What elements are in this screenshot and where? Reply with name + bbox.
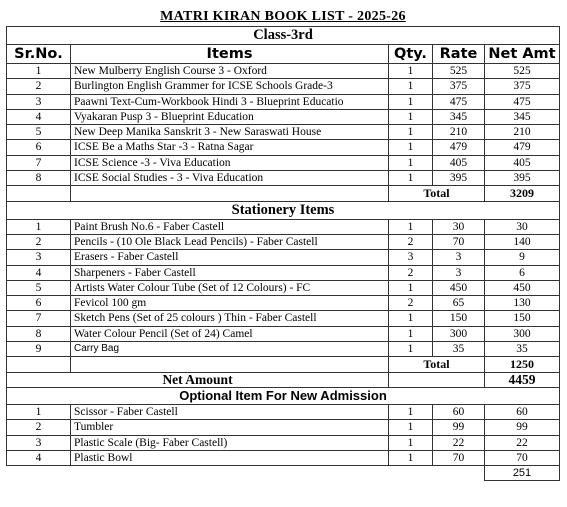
class-label: Class-3rd [7,27,560,45]
book-row-rate: 525 [433,64,485,79]
stationery-row-net: 140 [485,234,560,249]
book-row [7,171,560,186]
stationery-row [7,342,560,357]
stationery-row [7,265,560,280]
book-row-net: 375 [485,79,560,94]
book-row-net: 405 [485,155,560,170]
book-row-sr: 2 [7,79,71,94]
book-row-item: ICSE Social Studies - 3 - Viva Education [71,171,389,186]
table-header-row [7,45,560,64]
stationery-row-net: 300 [485,326,560,341]
stationery-row-sr: 1 [7,219,71,234]
books-total-value: 3209 [485,186,560,201]
stationery-row-net: 6 [485,265,560,280]
book-row-sr: 7 [7,155,71,170]
optional-row-net: 99 [485,420,560,435]
stationery-row-item: Paint Brush No.6 - Faber Castell [71,219,389,234]
books-total-label: Total [389,186,485,201]
book-list-table [6,8,560,481]
stationery-row-net: 30 [485,219,560,234]
book-row-item: Burlington English Grammer for ICSE Schools Grade-3 [71,79,389,94]
net-amount-label: Net Amount [7,372,389,387]
book-row [7,155,560,170]
book-row-net: 479 [485,140,560,155]
book-row-sr: 5 [7,125,71,140]
stationery-row-rate: 30 [433,219,485,234]
stationery-row-qty: 1 [389,219,433,234]
book-row-qty: 1 [389,79,433,94]
optional-row-net: 22 [485,435,560,450]
stationery-row-sr: 8 [7,326,71,341]
stationery-row-item: Sketch Pens (Set of 25 colours ) Thin - Faber Castell [71,311,389,326]
stationery-row-sr: 7 [7,311,71,326]
stationery-row [7,219,560,234]
stationery-row-sr: 2 [7,234,71,249]
optional-row [7,450,560,465]
optional-row-qty: 1 [389,420,433,435]
optional-row-item: Tumbler [71,420,389,435]
book-row-sr: 8 [7,171,71,186]
book-row-item: New Deep Manika Sanskrit 3 - New Saraswati House [71,125,389,140]
stationery-row-item: Sharpeners - Faber Castell [71,265,389,280]
stationery-row-rate: 3 [433,265,485,280]
optional-row [7,420,560,435]
stationery-row-rate: 150 [433,311,485,326]
book-row-qty: 1 [389,94,433,109]
stationery-total-row [7,357,560,372]
book-row-net: 210 [485,125,560,140]
stationery-row-rate: 300 [433,326,485,341]
stationery-row-item: Water Colour Pencil (Set of 24) Camel [71,326,389,341]
optional-row-net: 60 [485,404,560,419]
book-row-qty: 1 [389,125,433,140]
stationery-row-qty: 3 [389,250,433,265]
stationery-row-item: Fevicol 100 gm [71,296,389,311]
book-row-rate: 210 [433,125,485,140]
optional-row-rate: 99 [433,420,485,435]
stationery-row [7,250,560,265]
book-row-sr: 4 [7,109,71,124]
optional-row-item: Scissor - Faber Castell [71,404,389,419]
book-row-item: ICSE Science -3 - Viva Education [71,155,389,170]
book-row-qty: 1 [389,64,433,79]
optional-row-qty: 1 [389,404,433,419]
stationery-row-rate: 70 [433,234,485,249]
stationery-row-item: Erasers - Faber Castell [71,250,389,265]
book-row-sr: 3 [7,94,71,109]
stationery-row-rate: 35 [433,342,485,357]
stationery-row-qty: 1 [389,326,433,341]
stationery-row-qty: 1 [389,280,433,295]
book-row-rate: 475 [433,94,485,109]
stationery-row [7,234,560,249]
optional-row-rate: 60 [433,404,485,419]
stationery-row-qty: 2 [389,234,433,249]
header-rate: Rate [433,45,485,64]
optional-row-net: 70 [485,450,560,465]
stationery-total-value: 1250 [485,357,560,372]
stationery-row [7,296,560,311]
stationery-row-net: 150 [485,311,560,326]
book-row [7,109,560,124]
optional-row-item: Plastic Bowl [71,450,389,465]
book-row-qty: 1 [389,109,433,124]
books-total-row [7,186,560,201]
book-row-item: New Mulberry English Course 3 - Oxford [71,64,389,79]
optional-row-qty: 1 [389,435,433,450]
book-row-net: 345 [485,109,560,124]
header-items: Items [71,45,389,64]
stationery-row [7,311,560,326]
stationery-row-net: 130 [485,296,560,311]
page-title: MATRI KIRAN BOOK LIST - 2025-26 [160,9,406,24]
stationery-row-sr: 3 [7,250,71,265]
book-row-rate: 405 [433,155,485,170]
optional-total-value: 251 [485,466,560,481]
stationery-row-net: 9 [485,250,560,265]
book-row [7,140,560,155]
stationery-row [7,326,560,341]
stationery-row-rate: 3 [433,250,485,265]
stationery-row [7,280,560,295]
optional-total-row [7,466,560,481]
optional-row-sr: 3 [7,435,71,450]
book-row-item: Paawni Text-Cum-Workbook Hindi 3 - Blueprint Educatio [71,94,389,109]
stationery-row-sr: 4 [7,265,71,280]
stationery-row-net: 35 [485,342,560,357]
book-row-rate: 345 [433,109,485,124]
stationery-heading: Stationery Items [7,201,560,219]
book-row-qty: 1 [389,140,433,155]
book-row-rate: 375 [433,79,485,94]
stationery-row-item: Pencils - (10 Ole Black Lead Pencils) - Faber Castell [71,234,389,249]
book-row [7,125,560,140]
optional-row [7,435,560,450]
stationery-row-sr: 9 [7,342,71,357]
stationery-row-rate: 65 [433,296,485,311]
stationery-row-qty: 1 [389,342,433,357]
optional-row-sr: 4 [7,450,71,465]
book-row-rate: 395 [433,171,485,186]
book-row-item: ICSE Be a Maths Star -3 - Ratna Sagar [71,140,389,155]
book-row-sr: 1 [7,64,71,79]
stationery-total-label: Total [389,357,485,372]
stationery-row-qty: 2 [389,265,433,280]
stationery-row-qty: 1 [389,311,433,326]
optional-row-sr: 2 [7,420,71,435]
stationery-row-item: Artists Water Colour Tube (Set of 12 Colours) - FC [71,280,389,295]
optional-row-qty: 1 [389,450,433,465]
book-row-net: 475 [485,94,560,109]
stationery-row-sr: 5 [7,280,71,295]
optional-row-rate: 22 [433,435,485,450]
optional-row-item: Plastic Scale (Big- Faber Castell) [71,435,389,450]
stationery-row-net: 450 [485,280,560,295]
book-row-qty: 1 [389,171,433,186]
optional-heading: Optional Item For New Admission [7,387,560,404]
optional-row-sr: 1 [7,404,71,419]
book-row-net: 525 [485,64,560,79]
optional-row [7,404,560,419]
optional-row-rate: 70 [433,450,485,465]
header-net: Net Amt [485,45,560,64]
stationery-row-qty: 2 [389,296,433,311]
book-row-net: 395 [485,171,560,186]
book-row-rate: 479 [433,140,485,155]
net-amount-row [7,372,560,387]
net-amount-value: 4459 [485,372,560,387]
stationery-row-rate: 450 [433,280,485,295]
book-row-qty: 1 [389,155,433,170]
book-row-sr: 6 [7,140,71,155]
header-sr: Sr.No. [7,45,71,64]
stationery-row-sr: 6 [7,296,71,311]
book-row [7,64,560,79]
stationery-row-item: Carry Bag [71,342,389,357]
book-row [7,79,560,94]
book-row-item: Vyakaran Pusp 3 - Blueprint Education [71,109,389,124]
header-qty: Qty. [389,45,433,64]
book-row [7,94,560,109]
